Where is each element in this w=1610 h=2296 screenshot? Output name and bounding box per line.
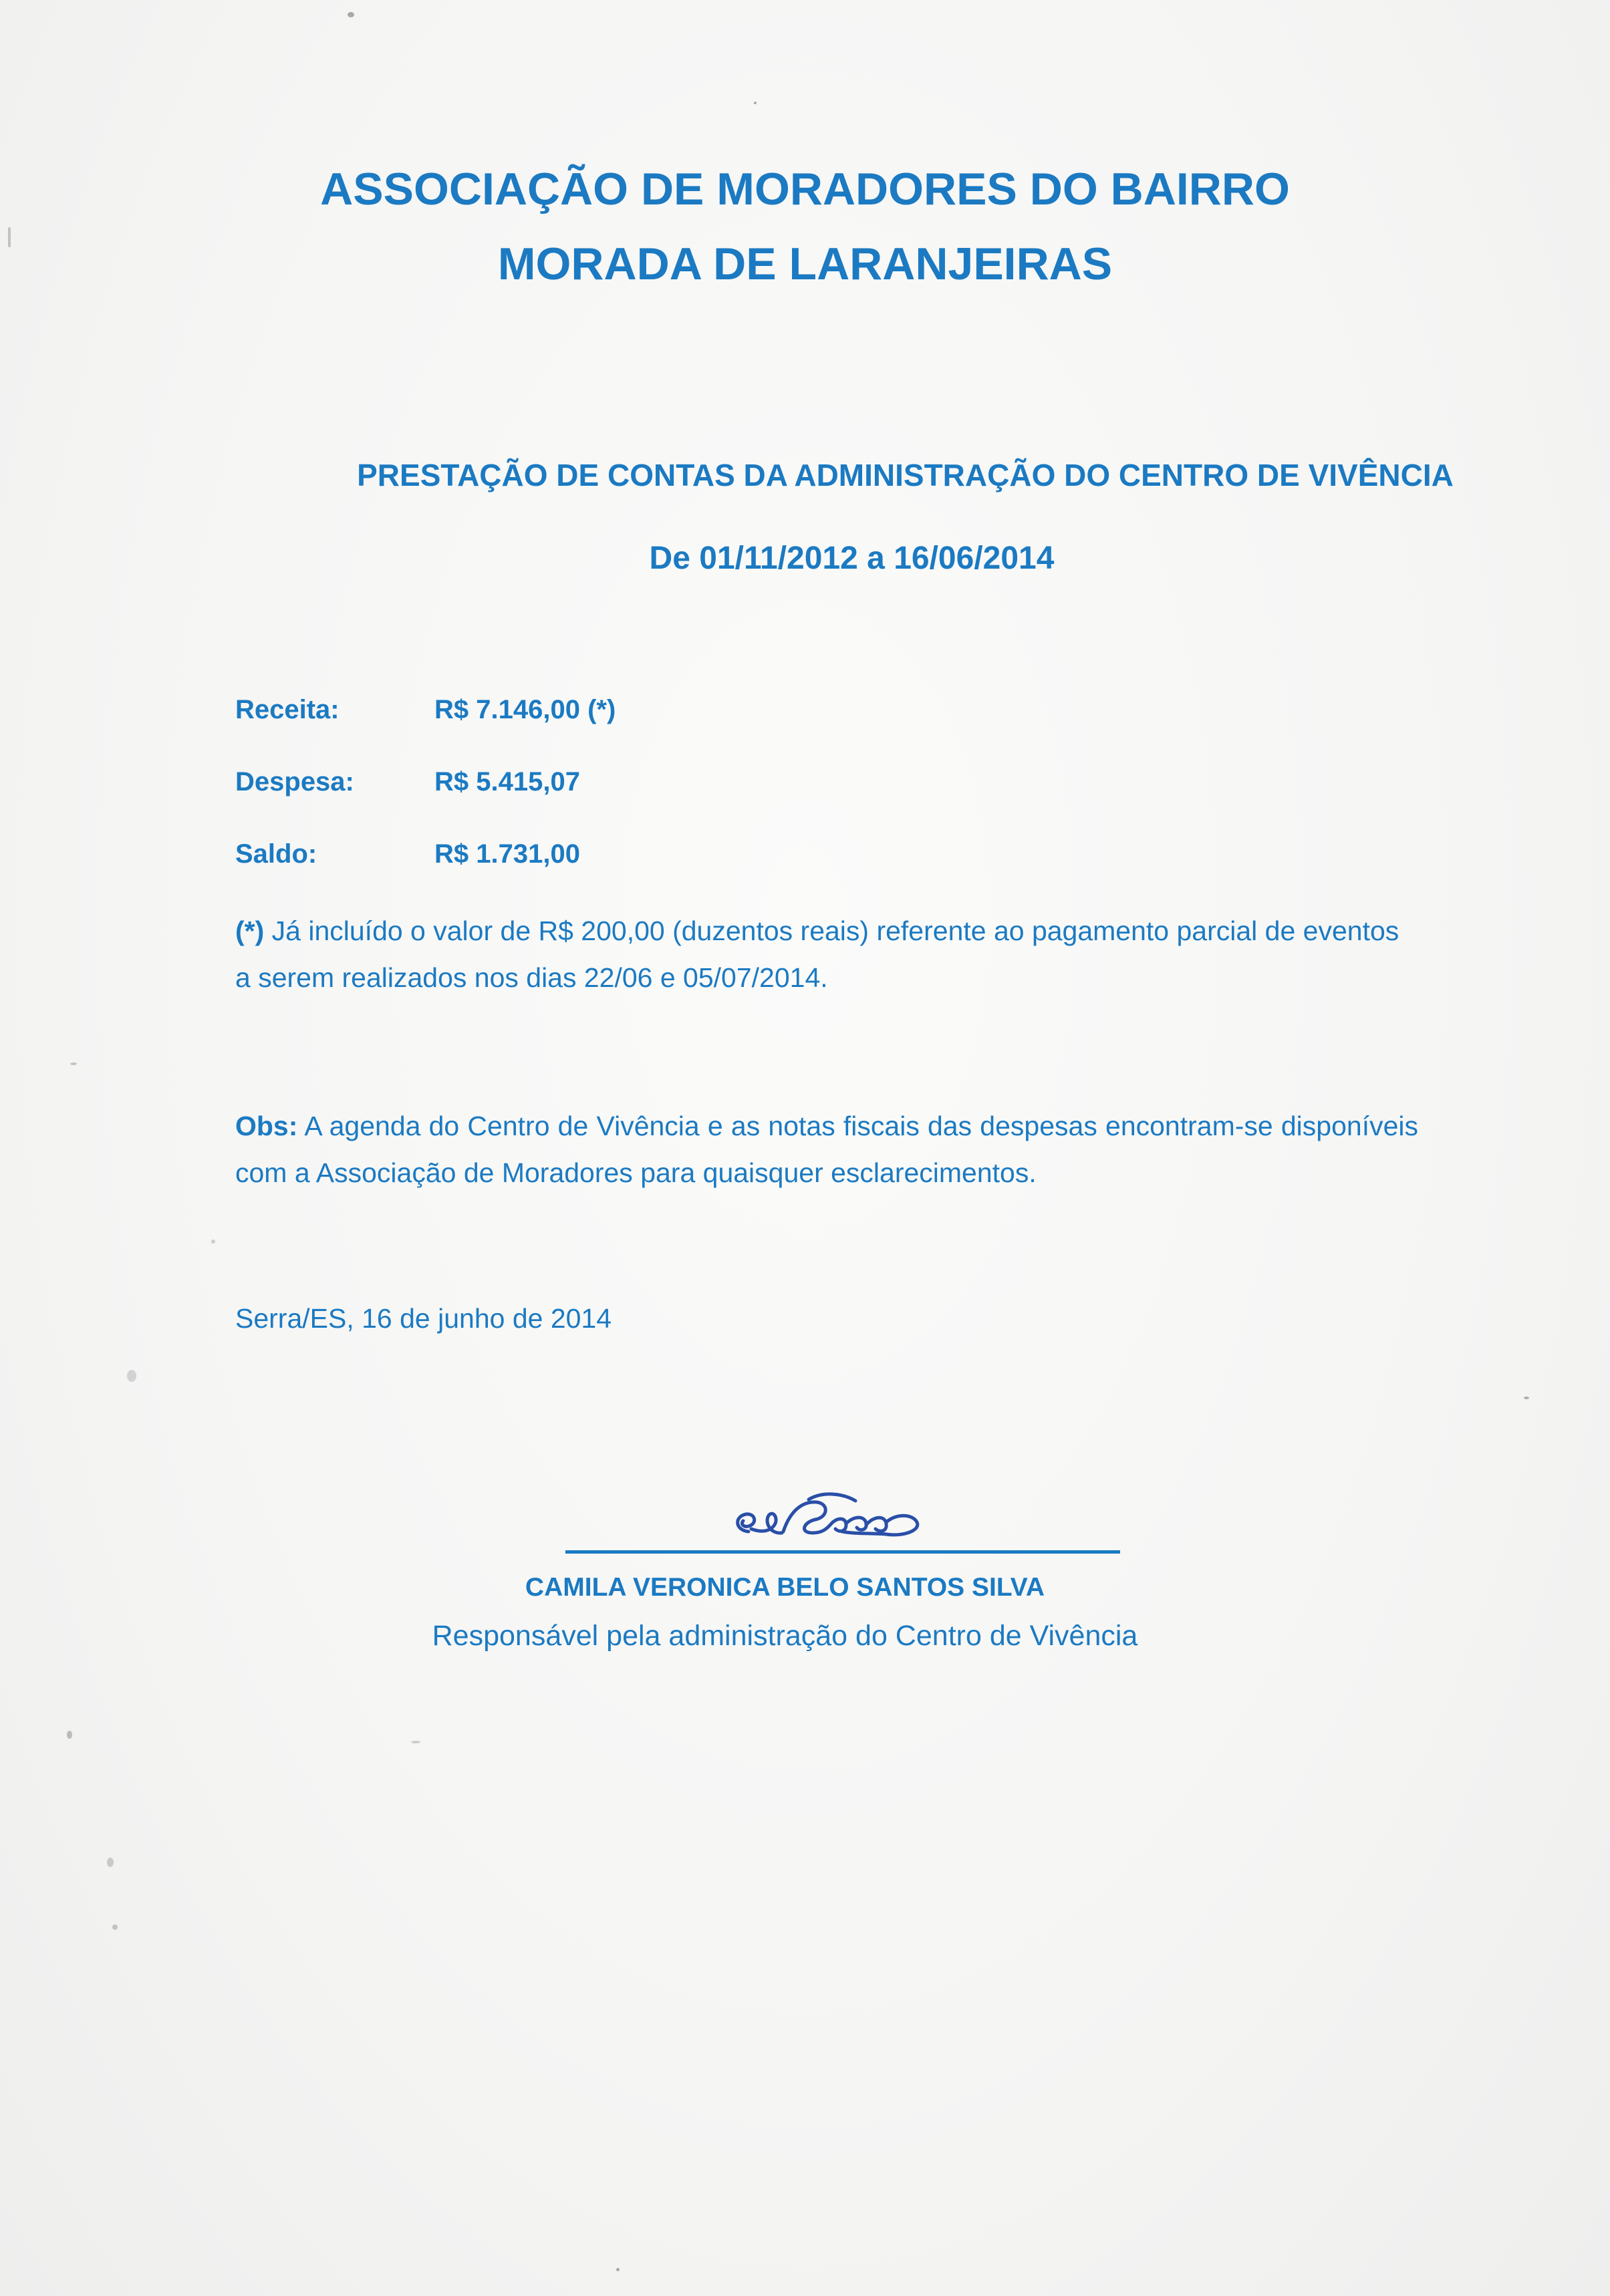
footnote-paragraph xyxy=(235,907,1418,1001)
summary-label: Despesa: xyxy=(235,767,354,797)
signer-role: Responsável pela administração do Centro de Vivência xyxy=(432,1620,1138,1652)
summary-value: R$ 7.146,00 (*) xyxy=(434,695,616,724)
report-period: De 01/11/2012 a 16/06/2014 xyxy=(649,541,1055,576)
report-title: PRESTAÇÃO DE CONTAS DA ADMINISTRAÇÃO DO CENTRO DE VIVÊNCIA xyxy=(357,458,1454,492)
summary-label: Saldo: xyxy=(235,839,317,869)
obs-paragraph xyxy=(235,1103,1418,1196)
signature-line xyxy=(565,1550,1120,1554)
footnote-text: Já incluído o valor de R$ 200,00 (duzentos reais) referente ao pagamento parcial de eventos a serem realizados nos dias 22/06 e 05/07/2014. xyxy=(235,915,1399,993)
footnote-marker: (*) xyxy=(235,915,265,946)
place-date: Serra/ES, 16 de junho de 2014 xyxy=(235,1303,612,1334)
summary-value: R$ 5.415,07 xyxy=(434,767,580,797)
summary-label: Receita: xyxy=(235,695,340,724)
summary-value: R$ 1.731,00 xyxy=(434,839,580,869)
handwritten-signature xyxy=(728,1485,942,1552)
org-name-line1: ASSOCIAÇÃO DE MORADORES DO BAIRRO xyxy=(320,164,1290,214)
signer-name: CAMILA VERONICA BELO SANTOS SILVA xyxy=(525,1573,1045,1602)
obs-label: Obs: xyxy=(235,1111,298,1141)
org-name-line2: MORADA DE LARANJEIRAS xyxy=(497,239,1113,289)
obs-text: A agenda do Centro de Vivência e as notas fiscais das despesas encontram-se disponíveis com a Associação de Moradores para quaisquer esclarecimentos. xyxy=(235,1111,1418,1188)
